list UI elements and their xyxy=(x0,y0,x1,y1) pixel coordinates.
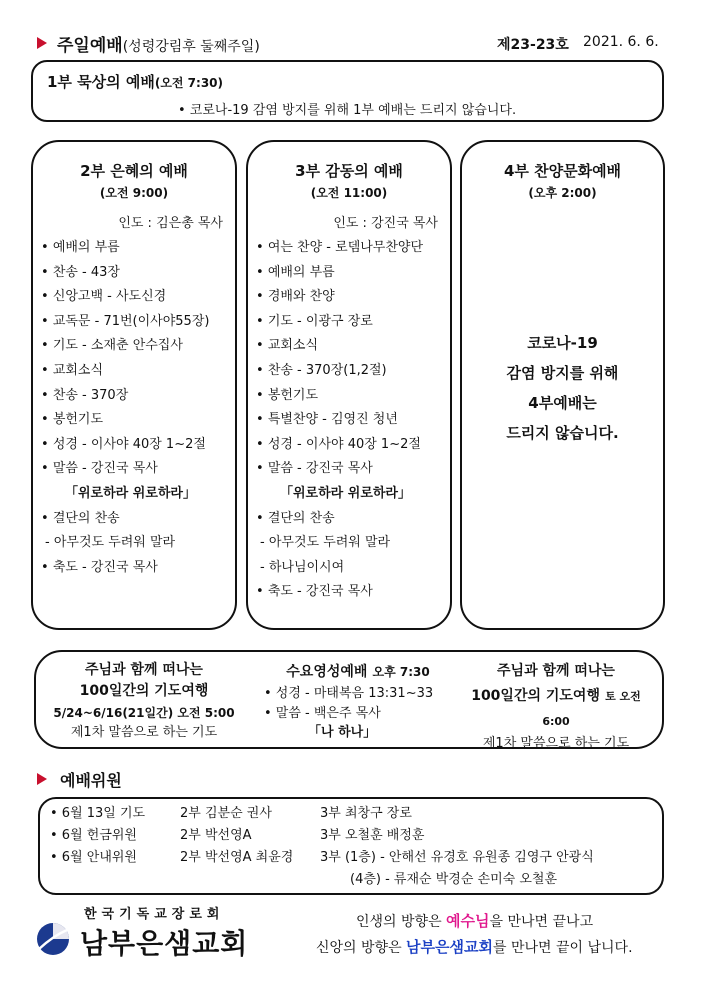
duty-cell: 3부 최창구 장로 xyxy=(320,806,412,821)
duty-row xyxy=(50,803,690,825)
service2-leader: 인도 : 김은총 목사 xyxy=(118,216,223,231)
duty-cell: • 6월 안내위원 xyxy=(50,850,137,865)
order-item: • 축도 - 강진국 목사 xyxy=(41,556,209,581)
section-arrow-icon xyxy=(37,37,47,49)
order-item: • 말씀 - 강진국 목사 xyxy=(41,457,209,482)
order-item: • 기도 - 이광구 장로 xyxy=(256,310,423,335)
order-item: • 결단의 찬송 xyxy=(41,507,209,532)
weekday-box xyxy=(34,650,664,749)
order-item: - 하나님이시여 xyxy=(260,559,345,575)
order-item: • 경배와 찬양 xyxy=(256,285,423,310)
section-arrow-icon xyxy=(37,773,47,785)
service4-notice: 코로나-19 감염 방지를 위해 4부예배는 드리지 않습니다. xyxy=(506,334,619,442)
service1-box xyxy=(31,60,664,122)
order-item: • 교회소식 xyxy=(256,334,423,359)
footer-slogan-1: 인생의 방향은 예수님을 만나면 끝나고 xyxy=(356,912,594,930)
order-item: • 예배의 부름 xyxy=(256,261,423,286)
service2-time: (오전 9:00) xyxy=(99,186,169,200)
order-item: • 축도 - 강진국 목사 xyxy=(256,580,423,605)
service2-order-list xyxy=(41,236,209,580)
duty-cell: 3부 (1층) - 안해선 유경호 유원종 김영구 안광식 xyxy=(320,850,594,865)
church-logo-icon xyxy=(36,922,70,956)
service1-heading: 1부 묵상의 예배(오전 7:30) xyxy=(47,73,224,91)
order-item: • 말씀 - 강진국 목사 xyxy=(256,457,423,482)
duty-cell: • 6월 헌금위원 xyxy=(50,828,137,843)
duty-row xyxy=(50,825,690,847)
order-item: • 찬송 - 370장 xyxy=(41,384,209,409)
service2-box xyxy=(31,140,237,630)
order-item: • 교독문 - 71번(이사야55장) xyxy=(41,310,209,335)
duty-box xyxy=(38,797,664,895)
duty-cell: 3부 오철훈 배정훈 xyxy=(320,828,425,843)
service3-time: (오전 11:00) xyxy=(310,186,388,200)
order-item: 「위로하라 위로하라」 xyxy=(280,485,411,501)
service4-title: 4부 찬양문화예배 xyxy=(503,162,622,180)
order-item: • 성경 - 이사야 40장 1~2절 xyxy=(256,433,423,458)
prayer-journey-right: 주님과 함께 떠나는 100일간의 기도여행 토 오전 6:00 제1차 말씀으로 하는 기도 xyxy=(471,663,641,751)
service1-notice: • 코로나-19 감염 방지를 위해 1부 예배는 드리지 않습니다. xyxy=(178,103,517,118)
order-item: • 교회소식 xyxy=(41,359,209,384)
order-item: 「위로하라 위로하라」 xyxy=(65,485,196,501)
order-item: • 기도 - 소재춘 안수집사 xyxy=(41,334,209,359)
duty-cell: • 6월 13일 기도 xyxy=(50,806,146,821)
service4-box xyxy=(460,140,665,630)
issue-date: 2021. 6. 6. xyxy=(583,34,659,50)
service3-order-list xyxy=(256,236,423,605)
order-item: • 봉헌기도 xyxy=(256,384,423,409)
page-title: 주일예배(성령강림후 둘째주일) xyxy=(57,36,260,56)
footer-slogan-2: 신앙의 방향은 남부은샘교회를 만나면 끝이 납니다. xyxy=(316,938,633,956)
order-item: • 결단의 찬송 xyxy=(256,507,423,532)
duty-row xyxy=(50,847,690,869)
duty-row xyxy=(50,869,690,891)
church-name: 남부은샘교회 xyxy=(80,927,249,960)
order-item: • 찬송 - 43장 xyxy=(41,261,209,286)
order-item: • 신앙고백 - 사도신경 xyxy=(41,285,209,310)
duty-cell: 2부 박선영A xyxy=(180,828,252,843)
order-item: - 아무것도 두려워 말라 xyxy=(45,535,176,551)
duty-cell: 2부 김분순 권사 xyxy=(180,806,272,821)
order-item: • 성경 - 이사야 40장 1~2절 xyxy=(41,433,209,458)
service4-time: (오후 2:00) xyxy=(528,186,597,200)
order-item: • 찬송 - 370장(1,2절) xyxy=(256,359,423,384)
service3-box xyxy=(246,140,452,630)
duty-heading: 예배위원 xyxy=(60,771,122,790)
duty-cell: (4층) - 류재순 박경순 손미숙 오철훈 xyxy=(350,872,558,887)
duty-cell: 2부 박선영A 최윤경 xyxy=(180,850,294,865)
service3-leader: 인도 : 강진국 목사 xyxy=(333,216,438,231)
wednesday-service: 수요영성예배 오후 7:30 • 성경 - 마태복음 13:31~33 • 말씀 - 백은주 목사 「나 하나」 xyxy=(264,664,434,740)
order-item: - 아무것도 두려워 말라 xyxy=(260,535,391,551)
prayer-journey-left: 주님과 함께 떠나는 100일간의 기도여행 5/24~6/16(21일간) 오전 5:00 제1차 말씀으로 하는 기도 xyxy=(53,662,235,740)
order-item: • 예배의 부름 xyxy=(41,236,209,261)
issue-number: 제23-23호 xyxy=(497,37,569,53)
duty-list xyxy=(50,803,690,891)
order-item: • 봉헌기도 xyxy=(41,408,209,433)
service2-title: 2부 은혜의 예배 xyxy=(80,162,188,180)
order-item: • 특별찬양 - 김영진 청년 xyxy=(256,408,423,433)
order-item: • 여는 찬양 - 로뎀나무찬양단 xyxy=(256,236,423,261)
denomination-name: 한국기독교장로회 xyxy=(84,907,225,922)
service3-title: 3부 감동의 예배 xyxy=(295,162,403,180)
